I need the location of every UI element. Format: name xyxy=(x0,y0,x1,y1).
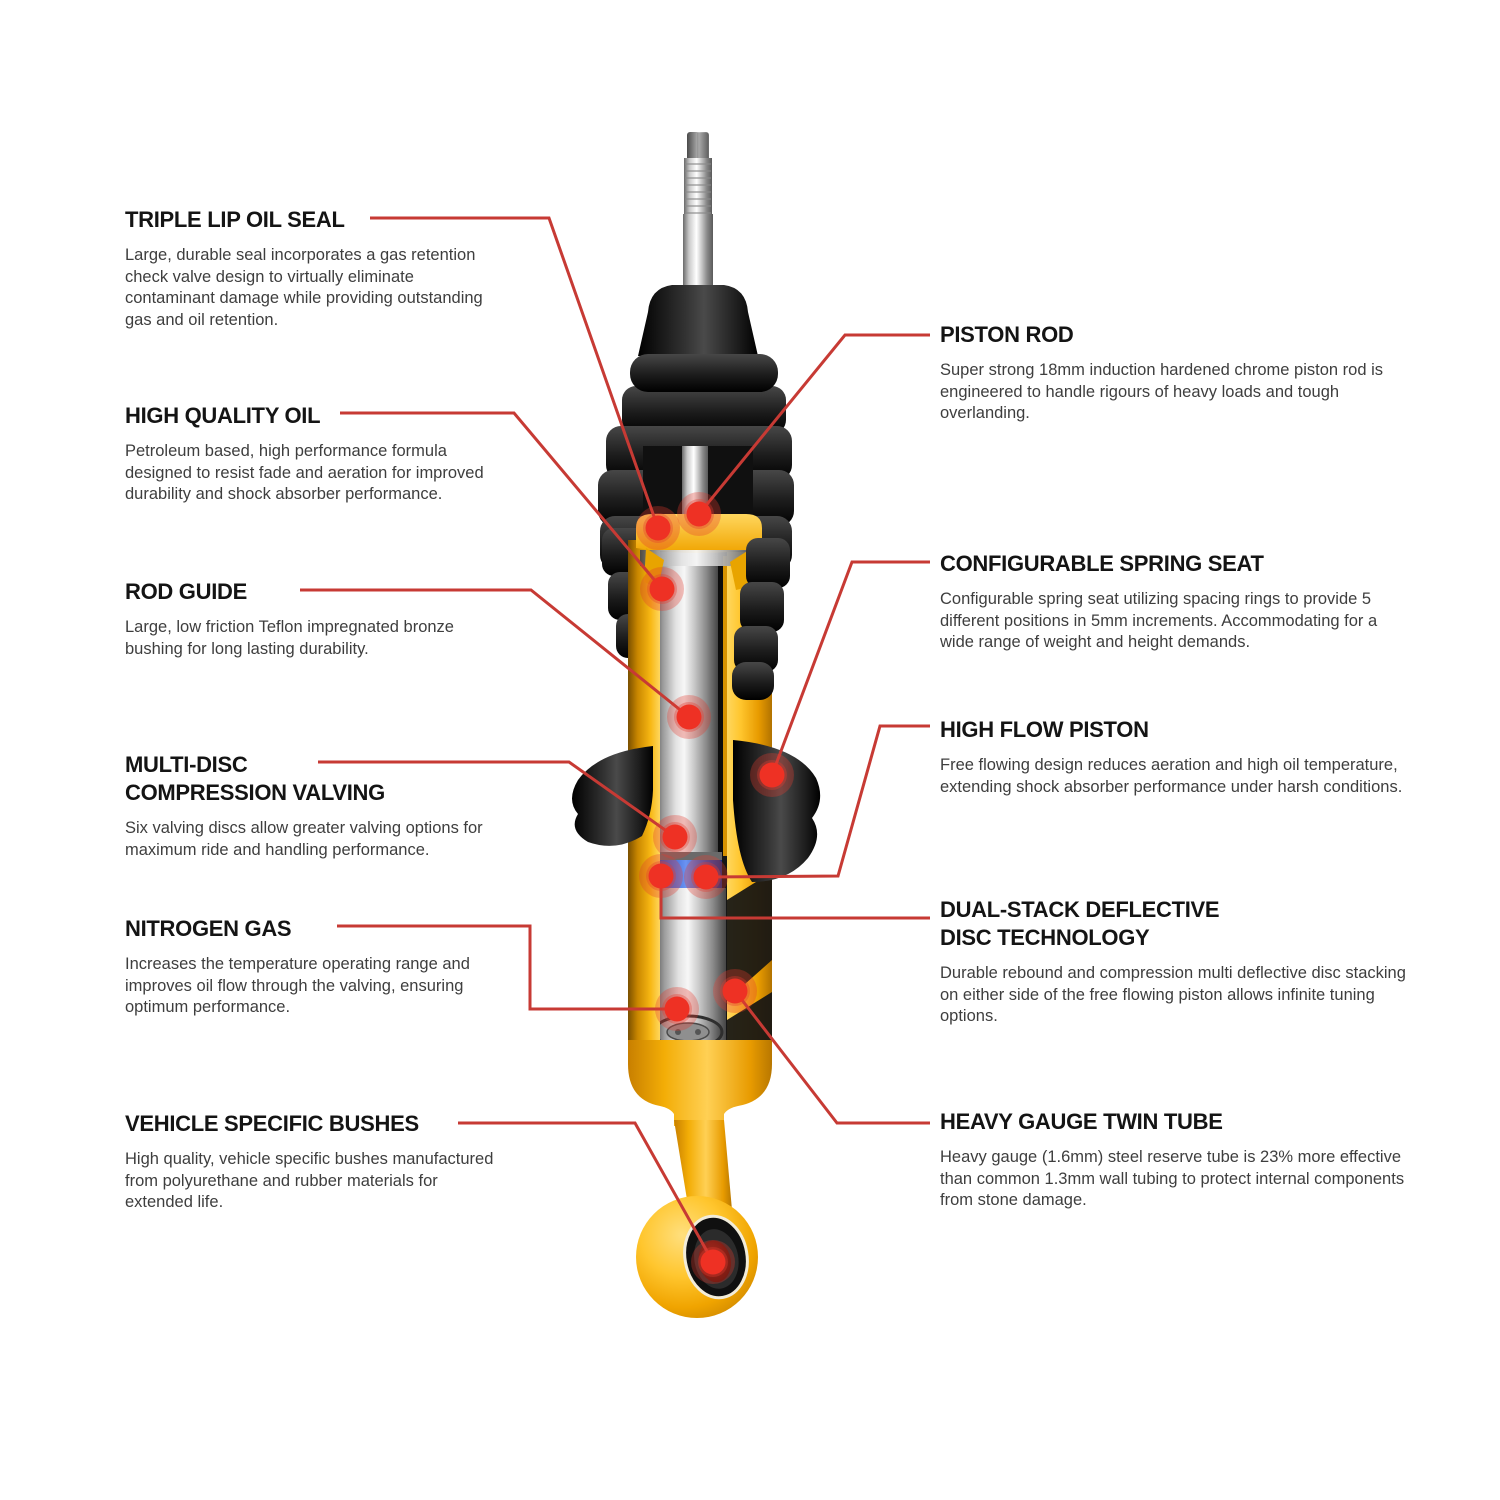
callout-title-line2: COMPRESSION VALVING xyxy=(125,780,385,805)
callout-high-flow-piston xyxy=(940,716,1415,798)
callout-title xyxy=(940,550,1415,578)
callout-configurable-spring-seat xyxy=(940,550,1415,654)
marker-multi-disc-compression-valving xyxy=(653,815,697,859)
callout-title-line1: HIGH FLOW PISTON xyxy=(940,717,1149,742)
callout-title xyxy=(125,915,497,943)
piston-rod-top xyxy=(683,132,713,294)
callout-title xyxy=(125,402,497,430)
callout-title xyxy=(940,321,1415,349)
callout-title xyxy=(940,1108,1415,1136)
callout-title-line1: VEHICLE SPECIFIC BUSHES xyxy=(125,1111,419,1136)
callout-body: Petroleum based, high performance formula designed to resist fade and aeration for improved durability and shock absorber performance. xyxy=(125,442,484,503)
callout-body: Heavy gauge (1.6mm) steel reserve tube is 23% more effective than common 1.3mm wall tubing to protect internal components from stone damage. xyxy=(940,1148,1405,1209)
callout-title xyxy=(125,206,497,234)
bump-stop xyxy=(630,285,778,392)
leader-lines xyxy=(300,218,930,1262)
marker-vehicle-specific-bushes xyxy=(691,1240,735,1284)
callout-body: Large, low friction Teflon impregnated bronze bushing for long lasting durability. xyxy=(125,618,454,658)
callout-body: Large, durable seal incorporates a gas retention check valve design to virtually eliminate contaminant damage while providing outstanding gas and oil retention. xyxy=(125,246,483,329)
callout-piston-rod xyxy=(940,321,1415,425)
callout-triple-lip-oil-seal xyxy=(125,206,497,331)
callout-title-line1: NITROGEN GAS xyxy=(125,916,292,941)
callout-body: Super strong 18mm induction hardened chrome piston rod is engineered to handle rigours of heavy loads and tough overlanding. xyxy=(940,361,1383,422)
callout-title-line1: TRIPLE LIP OIL SEAL xyxy=(125,207,345,232)
marker-configurable-spring-seat xyxy=(750,753,794,797)
callout-title xyxy=(125,1110,497,1138)
marker-piston-rod xyxy=(677,492,721,536)
marker-triple-lip-oil-seal xyxy=(636,506,680,550)
callout-title-line1: DUAL-STACK DEFLECTIVE xyxy=(940,897,1220,922)
marker-rod-guide xyxy=(667,695,711,739)
callout-heavy-gauge-twin-tube xyxy=(940,1108,1415,1212)
callout-title-line1: MULTI-DISC xyxy=(125,752,248,777)
callout-vehicle-specific-bushes xyxy=(125,1110,497,1214)
callout-nitrogen-gas xyxy=(125,915,497,1019)
callout-multi-disc-compression-valving xyxy=(125,751,497,861)
callout-title xyxy=(125,751,497,807)
callout-body: Free flowing design reduces aeration and high oil temperature, extending shock absorber performance under harsh conditions. xyxy=(940,756,1403,796)
callout-body: Increases the temperature operating range and improves oil flow through the valving, ensuring optimum performance. xyxy=(125,955,470,1016)
callout-title-line1: HIGH QUALITY OIL xyxy=(125,403,321,428)
marker-dual-stack-deflective-disc xyxy=(639,854,683,898)
marker-nitrogen-gas xyxy=(655,987,699,1031)
callout-high-quality-oil xyxy=(125,402,497,506)
callout-title xyxy=(940,896,1415,952)
callout-title-line2: DISC TECHNOLOGY xyxy=(940,925,1150,950)
callout-body: High quality, vehicle specific bushes manufactured from polyurethane and rubber materials for extended life. xyxy=(125,1150,494,1211)
callout-dual-stack-deflective-disc-technology xyxy=(940,896,1415,1028)
callout-title xyxy=(940,716,1415,744)
callout-body: Durable rebound and compression multi deflective disc stacking on either side of the free flowing piston allows infinite tuning options. xyxy=(940,964,1406,1025)
callout-title-line1: PISTON ROD xyxy=(940,322,1074,347)
marker-high-flow-piston xyxy=(684,855,728,899)
callout-title-line1: ROD GUIDE xyxy=(125,579,247,604)
callout-title-line1: CONFIGURABLE SPRING SEAT xyxy=(940,551,1264,576)
leader-configurable-spring-seat xyxy=(772,562,930,775)
marker-heavy-gauge-twin-tube xyxy=(713,969,757,1013)
callout-body: Configurable spring seat utilizing spacing rings to provide 5 different positions in 5mm increments. Accommodating for a wide range of weight and height demands. xyxy=(940,590,1378,651)
callout-title xyxy=(125,578,497,606)
callout-title-line1: HEAVY GAUGE TWIN TUBE xyxy=(940,1109,1223,1134)
marker-high-quality-oil xyxy=(640,567,684,611)
callout-body: Six valving discs allow greater valving options for maximum ride and handling performance. xyxy=(125,819,483,859)
callout-rod-guide xyxy=(125,578,497,660)
